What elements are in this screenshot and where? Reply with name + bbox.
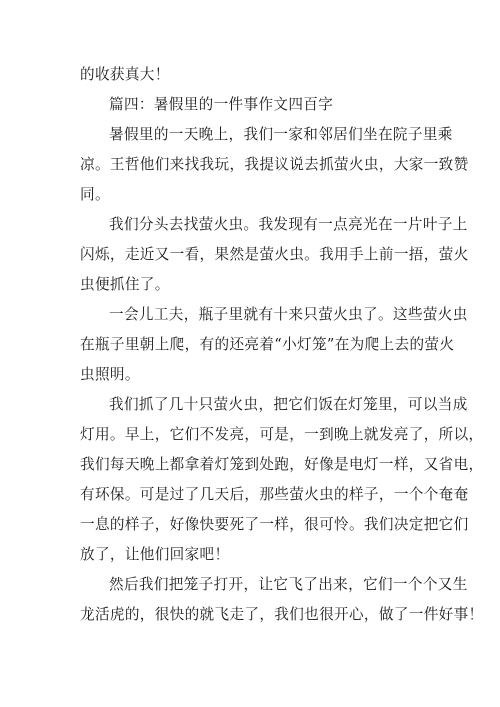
paragraph-1	[80, 120, 469, 210]
paragraph-line: 我们每天晚上都拿着灯笼到处跑，好像是电灯一样，又省电，	[80, 456, 484, 473]
paragraph-line: 我们分头去找萤火虫。我发现有一点亮光在一片叶子上	[109, 216, 468, 233]
paragraph-3	[80, 300, 468, 390]
paragraph-line: 闪烁，走近又一看，果然是萤火虫。我用手上前一捂，萤火	[80, 246, 469, 263]
paragraph-line: 有环保。可是过了几天后，那些萤火虫的样子，一个个奄奄	[80, 486, 469, 503]
paragraph-line: 放了，让他们回家吧！	[80, 546, 230, 563]
paragraph-5	[80, 570, 484, 630]
paragraph-line: 同。	[80, 186, 110, 203]
paragraph-line: 凉。王哲他们来找我玩，我提议说去抓萤火虫，大家一致赞	[80, 156, 469, 173]
paragraph-line: 在瓶子里朝上爬，有的还亮着“小灯笼”在为爬上去的萤火	[80, 336, 455, 353]
document-page	[80, 60, 484, 630]
paragraph-4	[80, 390, 484, 570]
paragraph-line: 我们抓了几十只萤火虫，把它们饭在灯笼里，可以当成	[109, 396, 468, 413]
paragraph-line: 暑假里的一天晚上，我们一家和邻居们坐在院子里乘	[109, 126, 453, 143]
paragraph-line: 龙活虎的，很快的就飞走了，我们也很开心，做了一件好事！	[80, 606, 484, 623]
paragraph-line: 虫照明。	[80, 366, 140, 383]
paragraph-line: 一息的样子，好像快要死了一样，很可怜。我们决定把它们	[80, 516, 469, 533]
essay-heading: 篇四：暑假里的一件事作文四百字	[109, 96, 334, 113]
intro-tail-line: 的收获真大！	[80, 66, 170, 83]
paragraph-2	[80, 210, 469, 300]
paragraph-line: 虫便抓住了。	[80, 276, 170, 293]
paragraph-line: 一会儿工夫，瓶子里就有十来只萤火虫了。这些萤火虫	[109, 306, 468, 323]
paragraph-line: 然后我们把笼子打开，让它飞了出来，它们一个个又生	[109, 576, 468, 593]
paragraph-line: 灯用。早上，它们不发亮，可是，一到晚上就发亮了，所以，	[80, 426, 484, 443]
